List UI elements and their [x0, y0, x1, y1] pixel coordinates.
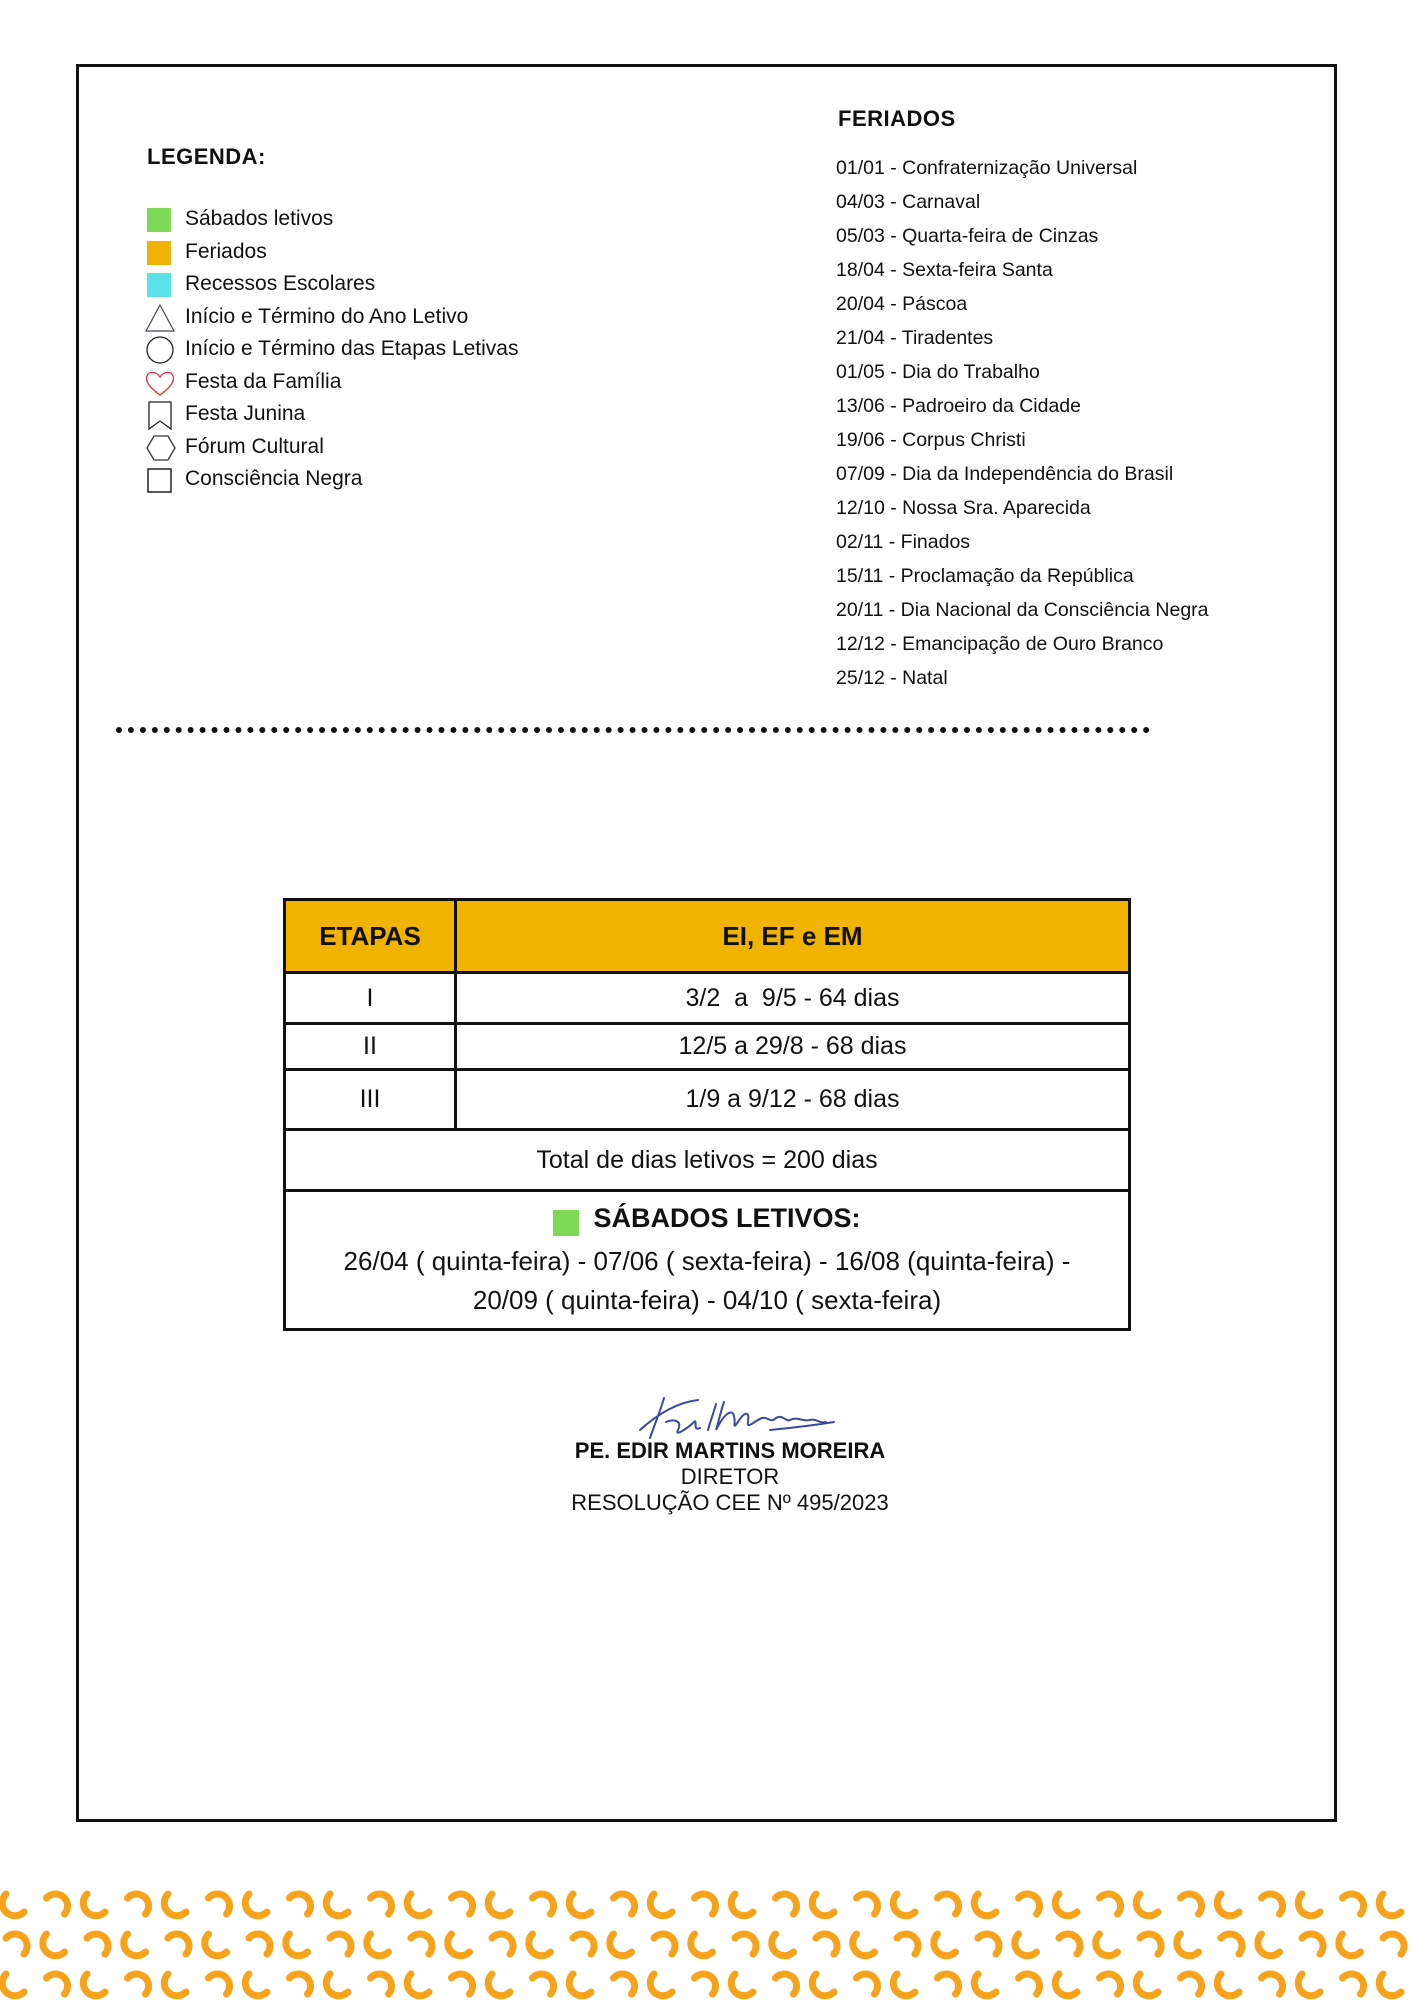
pattern-arc — [1181, 1894, 1202, 1914]
pattern-arc — [452, 1974, 473, 1994]
pattern-arc — [1217, 1974, 1239, 1996]
legend-title: LEGENDA: — [147, 144, 266, 169]
resolution-text: RESOLUÇÃO CEE Nº 495/2023 — [571, 1490, 889, 1515]
pattern-arc — [974, 1974, 996, 1996]
director-name: PE. EDIR MARTINS MOREIRA — [574, 1438, 886, 1463]
legend-label: Feriados — [185, 239, 267, 263]
pattern-arc — [83, 1974, 105, 1996]
pattern-arc — [1100, 1894, 1121, 1914]
periodo-cell: 12/5 a 29/8 - 68 dias — [456, 1024, 1130, 1070]
pattern-arc — [654, 1934, 675, 1954]
table-header-row — [285, 900, 1130, 973]
feriado-item: 02/11 - Finados — [836, 531, 971, 553]
legend-item-festa-familia — [145, 366, 518, 399]
pattern-arc — [731, 1894, 753, 1916]
circle-icon — [145, 335, 173, 363]
pattern-arc — [650, 1894, 672, 1916]
pattern-arc — [290, 1894, 311, 1914]
pattern-arc — [326, 1894, 348, 1916]
periodo-cell: 1/9 a 9/12 - 68 dias — [456, 1070, 1130, 1130]
pattern-arc — [893, 1974, 915, 1996]
pattern-arc — [411, 1934, 432, 1954]
legend-item-etapas — [145, 333, 518, 366]
pattern-arc — [47, 1894, 68, 1914]
pattern-arc — [816, 1934, 837, 1954]
pattern-arc — [290, 1974, 311, 1994]
table-row — [285, 973, 1130, 1024]
pattern-arc — [128, 1974, 149, 1994]
pattern-arc — [1055, 1894, 1077, 1916]
pattern-arc — [731, 1974, 753, 1996]
pattern-arc — [893, 1894, 915, 1916]
hexagon-icon — [145, 433, 173, 461]
sabados-row — [285, 1191, 1130, 1330]
feriados-title: FERIADOS — [838, 106, 956, 131]
pattern-arc — [529, 1934, 551, 1956]
feriado-item: 25/12 - Natal — [836, 667, 948, 689]
legend-item-ano-letivo — [145, 301, 518, 334]
pattern-arc — [978, 1934, 999, 1954]
pattern-arc — [1059, 1934, 1080, 1954]
legend-label: Início e Término das Etapas Letivas — [185, 337, 519, 361]
pattern-arc — [614, 1894, 635, 1914]
feriado-item: 12/12 - Emancipação de Ouro Branco — [836, 633, 1164, 655]
pattern-arc — [245, 1894, 267, 1916]
pattern-arc — [1217, 1894, 1239, 1916]
pattern-arc — [1262, 1894, 1283, 1914]
pattern-arc — [2, 1974, 24, 1996]
sabados-dates — [296, 1242, 1118, 1320]
sabados-title: SÁBADOS LETIVOS: — [593, 1202, 861, 1233]
sabados-line: 26/04 ( quinta-feira) - 07/06 ( sexta-feira) - 16/08 (quinta-feira) - — [343, 1246, 1071, 1276]
pattern-arc — [853, 1934, 875, 1956]
header-niveis: EI, EF e EM — [456, 900, 1130, 973]
feriado-item: 01/05 - Dia do Trabalho — [836, 361, 1040, 383]
table-row — [285, 1070, 1130, 1130]
pattern-arc — [330, 1934, 351, 1954]
feriado-item: 13/06 - Padroeiro da Cidade — [836, 395, 1081, 417]
pattern-arc — [1019, 1974, 1040, 1994]
pattern-arc — [367, 1934, 389, 1956]
pattern-arc — [488, 1974, 510, 1996]
table-row — [285, 1024, 1130, 1070]
pattern-arc — [128, 1894, 149, 1914]
pattern-arc — [812, 1974, 834, 1996]
pattern-arc — [1298, 1894, 1320, 1916]
sabados-cell — [285, 1191, 1130, 1330]
pattern-arc — [1015, 1934, 1037, 1956]
pattern-arc — [776, 1974, 797, 1994]
pattern-arc — [488, 1894, 510, 1916]
feriado-item: 01/01 - Confraternização Universal — [836, 157, 1138, 179]
pattern-arc — [1140, 1934, 1161, 1954]
pattern-arc — [448, 1934, 470, 1956]
pattern-arc — [776, 1894, 797, 1914]
pattern-arc — [407, 1894, 429, 1916]
pattern-arc — [1298, 1974, 1320, 1996]
legend-item-feriados — [145, 236, 518, 269]
legend-label: Fórum Cultural — [185, 434, 324, 458]
pattern-arc — [1379, 1894, 1401, 1916]
pattern-arc — [974, 1894, 996, 1916]
etapa-cell: II — [285, 1024, 456, 1070]
feriado-item: 20/11 - Dia Nacional da Consciência Negra — [836, 599, 1209, 621]
pattern-arc — [1181, 1974, 1202, 1994]
feriado-item: 12/10 - Nossa Sra. Aparecida — [836, 497, 1091, 519]
decorative-pattern — [0, 1880, 1414, 2000]
pattern-arc — [614, 1974, 635, 1994]
pattern-arc — [691, 1934, 713, 1956]
pattern-arc — [695, 1894, 716, 1914]
pattern-arc — [857, 1894, 878, 1914]
pattern-arc — [87, 1934, 108, 1954]
feriado-item: 21/04 - Tiradentes — [836, 327, 994, 349]
periodo-cell: 3/2 a 9/5 - 64 dias — [456, 973, 1130, 1024]
pattern-arc — [1019, 1894, 1040, 1914]
feriado-item: 04/03 - Carnaval — [836, 191, 981, 213]
pattern-arc — [83, 1894, 105, 1916]
pattern-arc — [164, 1974, 186, 1996]
legend-label: Sábados letivos — [185, 207, 334, 231]
pattern-arc — [249, 1934, 270, 1954]
pattern-arc — [1383, 1934, 1404, 1954]
pattern-arc — [735, 1934, 756, 1954]
pattern-arc — [168, 1934, 189, 1954]
legend-item-forum — [145, 431, 518, 464]
sabados-heading — [296, 1200, 1118, 1236]
pattern-arc — [164, 1894, 186, 1916]
feriado-item: 19/06 - Corpus Christi — [836, 429, 1026, 451]
square-outline-icon — [145, 465, 173, 493]
pattern-arc — [124, 1934, 146, 1956]
green-square-icon — [553, 1210, 579, 1236]
pattern-arc — [326, 1974, 348, 1996]
pattern-arc — [610, 1934, 632, 1956]
pattern-arc — [857, 1974, 878, 1994]
feriado-item: 20/04 - Páscoa — [836, 293, 968, 315]
pattern-arc — [1343, 1894, 1364, 1914]
total-row — [285, 1130, 1130, 1191]
director-role: DIRETOR — [680, 1464, 780, 1489]
pattern-arc — [452, 1894, 473, 1914]
pattern-arc — [695, 1974, 716, 1994]
legend-item-festa-junina — [145, 398, 518, 431]
etapa-cell: III — [285, 1070, 456, 1130]
pattern-arc — [209, 1974, 230, 1994]
pattern-arc — [1221, 1934, 1242, 1954]
pattern-arc — [286, 1934, 308, 1956]
pattern-arc — [938, 1974, 959, 1994]
feriados-list — [836, 154, 1209, 698]
pattern-arc — [43, 1934, 65, 1956]
etapas-table — [283, 898, 1131, 1331]
pattern-arc — [209, 1894, 230, 1914]
pattern-arc — [1302, 1934, 1323, 1954]
legend-label: Início e Término do Ano Letivo — [185, 304, 469, 328]
legend-item-sabados — [145, 203, 518, 236]
dotted-divider — [116, 727, 1150, 733]
pattern-arc — [1055, 1974, 1077, 1996]
legend-label: Festa Junina — [185, 402, 306, 426]
pattern-arc — [1262, 1974, 1283, 1994]
heart-icon — [145, 368, 173, 396]
pattern-arc — [897, 1934, 918, 1954]
feriado-item: 07/09 - Dia da Independência do Brasil — [836, 463, 1174, 485]
legend-label: Consciência Negra — [185, 467, 363, 491]
pattern-arc — [1258, 1934, 1280, 1956]
pattern-arc — [938, 1894, 959, 1914]
pattern-arc — [573, 1934, 594, 1954]
pattern-arc — [205, 1934, 227, 1956]
pattern-arc — [1339, 1934, 1361, 1956]
pattern-arc — [533, 1974, 554, 1994]
pattern-arc — [47, 1974, 68, 1994]
pattern-arc — [6, 1934, 27, 1954]
sabados-line: 20/09 ( quinta-feira) - 04/10 ( sexta-feira) — [472, 1285, 942, 1315]
total-cell: Total de dias letivos = 200 dias — [285, 1130, 1130, 1191]
legend-item-consciencia — [145, 463, 518, 496]
pattern-arc — [245, 1974, 267, 1996]
pattern-arc — [1343, 1974, 1364, 1994]
pattern-arc — [934, 1934, 956, 1956]
pattern-arc — [371, 1894, 392, 1914]
feriado-item: 15/11 - Proclamação da República — [836, 565, 1134, 587]
etapa-cell: I — [285, 973, 456, 1024]
pattern-arc — [1096, 1934, 1118, 1956]
triangle-icon — [145, 303, 173, 331]
pattern-arc — [1136, 1974, 1158, 1996]
pattern-arc — [492, 1934, 513, 1954]
pattern-arc — [407, 1974, 429, 1996]
feriado-item: 18/04 - Sexta-feira Santa — [836, 259, 1053, 281]
legend-list — [145, 203, 518, 496]
pattern-arc — [772, 1934, 794, 1956]
cyan-square-icon — [145, 270, 173, 298]
bookmark-icon — [145, 400, 173, 428]
pattern-arc — [371, 1974, 392, 1994]
orange-square-icon — [145, 238, 173, 266]
header-etapas: ETAPAS — [285, 900, 456, 973]
pattern-arc — [1100, 1974, 1121, 1994]
pattern-arc — [2, 1894, 24, 1916]
pattern-arc — [569, 1894, 591, 1916]
legend-item-recessos — [145, 268, 518, 301]
pattern-arc — [812, 1894, 834, 1916]
feriado-item: 05/03 - Quarta-feira de Cinzas — [836, 225, 1099, 247]
pattern-arc — [650, 1974, 672, 1996]
pattern-arc — [1379, 1974, 1401, 1996]
pattern-arc — [569, 1974, 591, 1996]
legend-label: Festa da Família — [185, 369, 342, 393]
legend-label: Recessos Escolares — [185, 272, 376, 296]
pattern-arc — [533, 1894, 554, 1914]
pattern-arc — [1136, 1894, 1158, 1916]
pattern-arc — [1177, 1934, 1199, 1956]
green-square-icon — [145, 205, 173, 233]
